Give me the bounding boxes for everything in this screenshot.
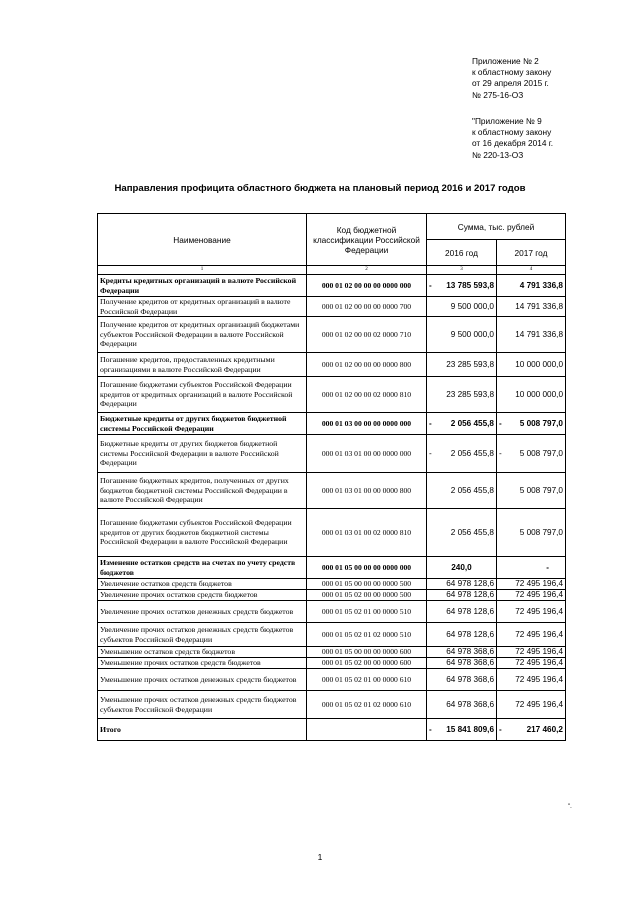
row-code: 000 01 03 01 00 02 0000 810 bbox=[307, 509, 427, 557]
value-number: 64 978 128,6 bbox=[446, 629, 494, 639]
table-row bbox=[98, 377, 566, 413]
value-number: 10 000 000,0 bbox=[515, 389, 563, 399]
row-name: Уменьшение прочих остатков денежных средств бюджетов bbox=[98, 669, 307, 691]
value-sign: - bbox=[499, 448, 502, 458]
row-value-2017 bbox=[497, 647, 566, 658]
header-code: Код бюджетной классификации Российской Федерации bbox=[307, 214, 427, 266]
row-name: Получение кредитов от кредитных организаций в валюте Российской Федерации bbox=[98, 297, 307, 317]
row-value-2017 bbox=[497, 669, 566, 691]
row-code: 000 01 05 02 00 00 0000 500 bbox=[307, 590, 427, 601]
value-number: - bbox=[546, 562, 549, 572]
value-number: 23 285 593,8 bbox=[446, 359, 494, 369]
value-number: 5 008 797,0 bbox=[519, 485, 563, 495]
row-name: Увеличение прочих остатков денежных средств бюджетов субъектов Российской Федерации bbox=[98, 623, 307, 647]
row-code: 000 01 02 00 00 00 0000 800 bbox=[307, 353, 427, 377]
row-code: 000 01 05 02 01 00 0000 610 bbox=[307, 669, 427, 691]
value-number: 72 495 196,4 bbox=[515, 579, 563, 589]
row-name: Кредиты кредитных организаций в валюте Российской Федерации bbox=[98, 275, 307, 297]
row-name: Погашение бюджетами субъектов Российской Федерации кредитов от других бюджетов бюджетной системы Российской Федерации в валюте Российской Федерации bbox=[98, 509, 307, 557]
value-number: 64 978 128,6 bbox=[446, 590, 494, 600]
value-number: 5 008 797,0 bbox=[519, 448, 563, 458]
row-name: Итого bbox=[98, 719, 307, 741]
table-row bbox=[98, 473, 566, 509]
row-value-2017 bbox=[497, 691, 566, 719]
table-row bbox=[98, 579, 566, 590]
value-number: 10 000 000,0 bbox=[515, 359, 563, 369]
row-name: Увеличение прочих остатков денежных средств бюджетов bbox=[98, 601, 307, 623]
table-row bbox=[98, 297, 566, 317]
row-code: 000 01 02 00 00 02 0000 710 bbox=[307, 317, 427, 353]
value-number: 4 791 336,8 bbox=[519, 280, 563, 290]
row-value-2016 bbox=[427, 509, 497, 557]
value-number: 72 495 196,4 bbox=[515, 606, 563, 616]
value-sign: - bbox=[429, 448, 432, 458]
value-number: 217 460,2 bbox=[526, 724, 563, 734]
value-number: 2 056 455,8 bbox=[450, 527, 494, 537]
row-value-2016 bbox=[427, 647, 497, 658]
appendix-line: № 275-16-ОЗ bbox=[472, 89, 524, 100]
row-code: 000 01 03 01 00 00 0000 000 bbox=[307, 435, 427, 473]
value-sign: - bbox=[429, 418, 432, 428]
row-value-2016 bbox=[427, 579, 497, 590]
row-value-2016 bbox=[427, 353, 497, 377]
row-name: Бюджетные кредиты от других бюджетов бюджетной системы Российской Федерации bbox=[98, 413, 307, 435]
value-number: 15 841 809,6 bbox=[446, 724, 494, 734]
row-value-2016 bbox=[427, 719, 497, 741]
row-value-2016 bbox=[427, 658, 497, 669]
table-row bbox=[98, 647, 566, 658]
row-name: Погашение бюджетных кредитов, полученных от других бюджетов бюджетной системы Российской Федерации в валюте Российской Федерации bbox=[98, 473, 307, 509]
value-number: 9 500 000,0 bbox=[450, 301, 494, 311]
row-value-2017 bbox=[497, 719, 566, 741]
column-number: 4 bbox=[497, 266, 566, 275]
appendix-note-1 bbox=[472, 56, 551, 101]
table-row bbox=[98, 601, 566, 623]
table-row bbox=[98, 557, 566, 579]
appendix-note-2 bbox=[472, 116, 553, 161]
value-number: 2 056 455,8 bbox=[450, 448, 494, 458]
table-row bbox=[98, 590, 566, 601]
row-code bbox=[307, 719, 427, 741]
value-number: 13 785 593,8 bbox=[446, 280, 494, 290]
value-number: 14 791 336,8 bbox=[515, 329, 563, 339]
table-row bbox=[98, 413, 566, 435]
row-value-2016 bbox=[427, 557, 497, 579]
row-code: 000 01 05 00 00 00 0000 500 bbox=[307, 579, 427, 590]
row-value-2016 bbox=[427, 601, 497, 623]
value-number: 72 495 196,4 bbox=[515, 590, 563, 600]
row-value-2017 bbox=[497, 275, 566, 297]
row-code: 000 01 05 00 00 00 0000 000 bbox=[307, 557, 427, 579]
row-name: Погашение бюджетами субъектов Российской Федерации кредитов от кредитных организаций в валюте Российской Федерации bbox=[98, 377, 307, 413]
appendix-line: Приложение № 2 bbox=[472, 56, 539, 66]
value-number: 64 978 368,6 bbox=[446, 658, 494, 668]
row-value-2016 bbox=[427, 297, 497, 317]
value-number: 64 978 368,6 bbox=[446, 674, 494, 684]
row-name: Уменьшение остатков средств бюджетов bbox=[98, 647, 307, 658]
row-code: 000 01 05 02 01 02 0000 610 bbox=[307, 691, 427, 719]
row-code: 000 01 05 02 01 02 0000 510 bbox=[307, 623, 427, 647]
column-number: 2 bbox=[307, 266, 427, 275]
row-value-2016 bbox=[427, 473, 497, 509]
row-code: 000 01 05 02 00 00 0000 600 bbox=[307, 658, 427, 669]
row-value-2016 bbox=[427, 691, 497, 719]
value-sign: - bbox=[499, 418, 502, 428]
row-value-2016 bbox=[427, 435, 497, 473]
budget-table bbox=[97, 213, 566, 741]
value-number: 72 495 196,4 bbox=[515, 629, 563, 639]
row-code: 000 01 02 00 00 00 0000 700 bbox=[307, 297, 427, 317]
row-value-2017 bbox=[497, 590, 566, 601]
header-2017: 2017 год bbox=[497, 240, 566, 266]
row-value-2016 bbox=[427, 275, 497, 297]
value-number: 64 978 368,6 bbox=[446, 647, 494, 657]
appendix-line: "Приложение № 9 bbox=[472, 116, 542, 126]
row-value-2017 bbox=[497, 579, 566, 590]
appendix-line: от 16 декабря 2014 г. bbox=[472, 138, 554, 149]
row-value-2017 bbox=[497, 377, 566, 413]
row-name: Получение кредитов от кредитных организаций бюджетами субъектов Российской Федерации в валюте Российской Федерации bbox=[98, 317, 307, 353]
page-number: 1 bbox=[317, 852, 323, 862]
row-value-2016 bbox=[427, 669, 497, 691]
row-code: 000 01 03 01 00 00 0000 800 bbox=[307, 473, 427, 509]
table-row bbox=[98, 353, 566, 377]
value-number: 72 495 196,4 bbox=[515, 699, 563, 709]
row-name: Уменьшение прочих остатков средств бюджетов bbox=[98, 658, 307, 669]
value-number: 5 008 797,0 bbox=[519, 418, 563, 428]
value-number: 9 500 000,0 bbox=[450, 329, 494, 339]
table-row bbox=[98, 275, 566, 297]
row-value-2017 bbox=[497, 297, 566, 317]
table-row bbox=[98, 435, 566, 473]
value-number: 5 008 797,0 bbox=[519, 527, 563, 537]
row-value-2016 bbox=[427, 377, 497, 413]
value-number: 72 495 196,4 bbox=[515, 674, 563, 684]
value-number: 72 495 196,4 bbox=[515, 647, 563, 657]
table-body bbox=[98, 275, 566, 741]
row-name: Погашение кредитов, предоставленных кредитными организациями в валюте Российской Федерации bbox=[98, 353, 307, 377]
table-row bbox=[98, 623, 566, 647]
value-sign: - bbox=[429, 724, 432, 734]
row-name: Увеличение прочих остатков средств бюджетов bbox=[98, 590, 307, 601]
row-value-2017 bbox=[497, 557, 566, 579]
value-number: 14 791 336,8 bbox=[515, 301, 563, 311]
table-row bbox=[98, 317, 566, 353]
row-name: Изменение остатков средств на счетах по учету средств бюджетов bbox=[98, 557, 307, 579]
row-code: 000 01 05 02 01 00 0000 510 bbox=[307, 601, 427, 623]
value-number: 64 978 128,6 bbox=[446, 606, 494, 616]
row-code: 000 01 03 00 00 00 0000 000 bbox=[307, 413, 427, 435]
row-value-2017 bbox=[497, 413, 566, 435]
row-name: Уменьшение прочих остатков денежных средств бюджетов субъектов Российской Федерации bbox=[98, 691, 307, 719]
row-value-2017 bbox=[497, 473, 566, 509]
row-name: Увеличение остатков средств бюджетов bbox=[98, 579, 307, 590]
closing-quote-mark: ". bbox=[568, 804, 572, 810]
row-value-2016 bbox=[427, 590, 497, 601]
row-code: 000 01 02 00 00 02 0000 810 bbox=[307, 377, 427, 413]
value-number: 2 056 455,8 bbox=[450, 485, 494, 495]
row-value-2017 bbox=[497, 435, 566, 473]
value-number: 72 495 196,4 bbox=[515, 658, 563, 668]
table-row bbox=[98, 658, 566, 669]
value-number: 240,0 bbox=[451, 562, 472, 572]
row-value-2017 bbox=[497, 601, 566, 623]
column-number: 1 bbox=[98, 266, 307, 275]
table-row bbox=[98, 509, 566, 557]
value-number: 64 978 128,6 bbox=[446, 579, 494, 589]
appendix-line: к областному закону bbox=[472, 67, 552, 78]
row-value-2017 bbox=[497, 317, 566, 353]
header-sum: Сумма, тыс. рублей bbox=[427, 214, 566, 240]
row-name: Бюджетные кредиты от других бюджетов бюджетной системы Российской Федерации в валюте Российской Федерации bbox=[98, 435, 307, 473]
header-name: Наименование bbox=[98, 214, 307, 266]
document-title: Направления профицита областного бюджета на плановый период 2016 и 2017 годов bbox=[114, 183, 526, 194]
table-row bbox=[98, 669, 566, 691]
row-code: 000 01 05 00 00 00 0000 600 bbox=[307, 647, 427, 658]
value-number: 64 978 368,6 bbox=[446, 699, 494, 709]
value-number: 23 285 593,8 bbox=[446, 389, 494, 399]
value-sign: - bbox=[499, 724, 502, 734]
header-2016: 2016 год bbox=[427, 240, 497, 266]
appendix-line: от 29 апреля 2015 г. bbox=[472, 78, 549, 89]
value-sign: - bbox=[429, 280, 432, 290]
column-number: 3 bbox=[427, 266, 497, 275]
value-number: 2 056 455,8 bbox=[450, 418, 494, 428]
row-value-2017 bbox=[497, 509, 566, 557]
row-value-2017 bbox=[497, 658, 566, 669]
appendix-line: № 220-13-ОЗ bbox=[472, 149, 524, 160]
row-value-2016 bbox=[427, 317, 497, 353]
row-value-2016 bbox=[427, 413, 497, 435]
table-row bbox=[98, 719, 566, 741]
table-row bbox=[98, 691, 566, 719]
row-code: 000 01 02 00 00 00 0000 000 bbox=[307, 275, 427, 297]
row-value-2016 bbox=[427, 623, 497, 647]
row-value-2017 bbox=[497, 353, 566, 377]
row-value-2017 bbox=[497, 623, 566, 647]
appendix-line: к областному закону bbox=[472, 127, 552, 138]
